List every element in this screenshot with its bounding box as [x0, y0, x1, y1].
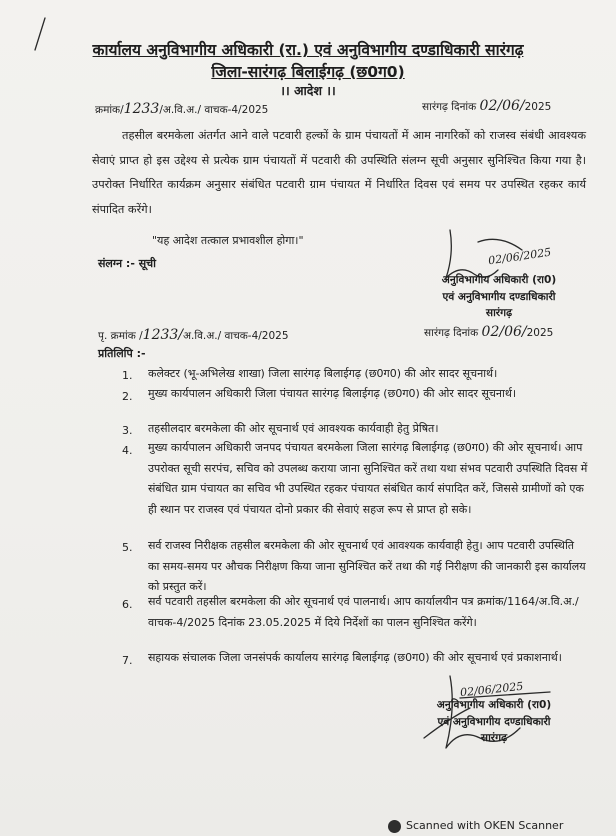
copy-number-suffix: अ.वि.अ./ वाचक-4/2025	[183, 330, 289, 342]
scanner-watermark-text: Scanned with OKEN Scanner	[406, 819, 564, 832]
scanner-logo-icon	[388, 820, 401, 833]
copy-item: सहायक संचालक जिला जनसंपर्क कार्यालय सारंगढ़ बिलाईगढ़ (छ0ग0) की ओर सूचनार्थ एवं प्रकाशनार्थ।	[148, 651, 562, 664]
copy-date-handwritten: 02/06/	[481, 324, 527, 340]
copy-item-number: 1.	[122, 369, 133, 382]
office-title-line2: जिला-सारंगढ़ बिलाईगढ़ (छ0ग0)	[211, 63, 405, 81]
order-date-prefix: सारंगढ़ दिनांक	[422, 101, 477, 113]
order-effective-quote: "यह आदेश तत्काल प्रभावशील होगा।"	[152, 234, 304, 247]
copy-item-number: 6.	[122, 598, 133, 611]
signature2-block	[414, 697, 574, 747]
signature2-date-handwritten: 02/06/2025	[459, 679, 524, 700]
copy-date-year: 2025	[526, 327, 554, 339]
copy-number-label: पृ. क्रमांक /	[98, 330, 143, 342]
order-heading: ।। आदेश ।।	[280, 83, 336, 98]
copy-number	[98, 327, 289, 343]
copy-item: तहसीलदार बरमकेला की ओर सूचनार्थ एवं आवश्यक कार्यवाही हेतु प्रेषित।	[148, 422, 439, 435]
copy-date-prefix: सारंगढ़ दिनांक	[424, 327, 479, 339]
copy-item: सर्व पटवारी तहसील बरमकेला की ओर सूचनार्थ एवं पालनार्थ। आप कार्यालयीन पत्र क्रमांक/1164/अ.वि.अ./वाचक-4/2025 दिनांक 23.05.2025 में दिये निर्देशों का पालन सुनिश्चित करेंगे।	[148, 595, 579, 629]
attachment-label: संलग्न :- सूची	[98, 257, 156, 270]
copy-item: मुख्य कार्यपालन अधिकारी जिला पंचायत सारंगढ़ बिलाईगढ़ (छ0ग0) की ओर सादर सूचनार्थ।	[148, 387, 517, 400]
signature1-date-handwritten: 02/06/2025	[487, 245, 553, 268]
order-number	[95, 101, 268, 117]
order-body-paragraph: तहसील बरमकेला अंतर्गत आने वाले पटवारी हल्कों के ग्राम पंचायतों में आम नागरिकों को राजस्व संबंधी आवश्यक सेवाएं प्राप्त हो इस उद्देश्य से प्रत्येक ग्राम पंचायतों में पटवारी की उपस्थिति संलग्न सूची अनुसार सुनिश्चित किया गया है। उपरोक्त निर्धारित कार्यक्रम अनुसार संबंधित पटवारी ग्राम पंचायत में निर्धारित दिवस एवं समय पर उपस्थित रहकर कार्य संपादित करेंगे।	[92, 129, 586, 216]
copy-number-handwritten: 1233/	[142, 327, 184, 343]
order-date-handwritten: 02/06/	[479, 98, 525, 114]
order-number-suffix: /अ.वि.अ./ वाचक-4/2025	[159, 104, 269, 116]
signature2-place: सारंगढ़	[480, 732, 508, 744]
signature1-subtitle: एवं अनुविभागीय दण्डाधिकारी	[442, 290, 556, 303]
signature2-title: अनुविभागीय अधिकारी (रा0)	[436, 699, 552, 711]
office-title-line1: कार्यालय अनुविभागीय अधिकारी (रा.) एवं अनुविभागीय दण्डाधिकारी सारंगढ़	[92, 41, 524, 59]
copy-item-number: 5.	[122, 541, 133, 554]
order-date-year: 2025	[524, 101, 552, 113]
copy-heading: प्रतिलिपि :-	[98, 347, 146, 360]
copy-item: मुख्य कार्यपालन अधिकारी जनपद पंचायत बरमकेला जिला सारंगढ़ बिलाईगढ़ (छ0ग0) की ओर सूचनार्थ। आप उपरोक्त सूची सरपंच, सचिव को उपलब्ध कराया जाना सुनिश्चित करें तथा यथा संभव पटवारी उपस्थिति दिवस में संबंधित ग्राम पंचायत का सचिव भी उपस्थित रहकर पंचायत संबंधित कार्य संपादित करें, जिससे ग्रामीणों को एक ही स्थान पर राजस्व एवं पंचायत दोनो प्रकार की सेवाएं सहज रूप से प्राप्त हो सके।	[148, 441, 588, 516]
order-number-handwritten: 1233	[123, 101, 160, 117]
signature1-block	[424, 272, 574, 322]
order-date	[422, 98, 551, 114]
copy-date	[424, 324, 553, 340]
copy-item-number: 7.	[122, 654, 133, 667]
signature1-place: सारंगढ़	[485, 307, 513, 319]
signature1-title: अनुविभागीय अधिकारी (रा0)	[441, 274, 557, 286]
copy-item-number: 4.	[122, 444, 133, 457]
order-number-label: क्रमांक/	[95, 104, 124, 116]
copy-item: कलेक्टर (भू-अभिलेख शाखा) जिला सारंगढ़ बिलाईगढ़ (छ0ग0) की ओर सादर सूचनार्थ।	[148, 367, 498, 380]
copy-item: सर्व राजस्व निरीक्षक तहसील बरमकेला की ओर सूचनार्थ एवं आवश्यक कार्यवाही हेतु। आप पटवारी उपस्थिति का समय-समय पर औचक निरीक्षण किया जाना सुनिश्चित करें तथा की गई निरीक्षण की जानकारी इस कार्यालय को प्रस्तुत करें।	[148, 539, 586, 593]
signature2-subtitle: एवं अनुविभागीय दण्डाधिकारी	[437, 715, 551, 728]
copy-item-number: 3.	[122, 424, 133, 437]
copy-item-number: 2.	[122, 390, 133, 403]
